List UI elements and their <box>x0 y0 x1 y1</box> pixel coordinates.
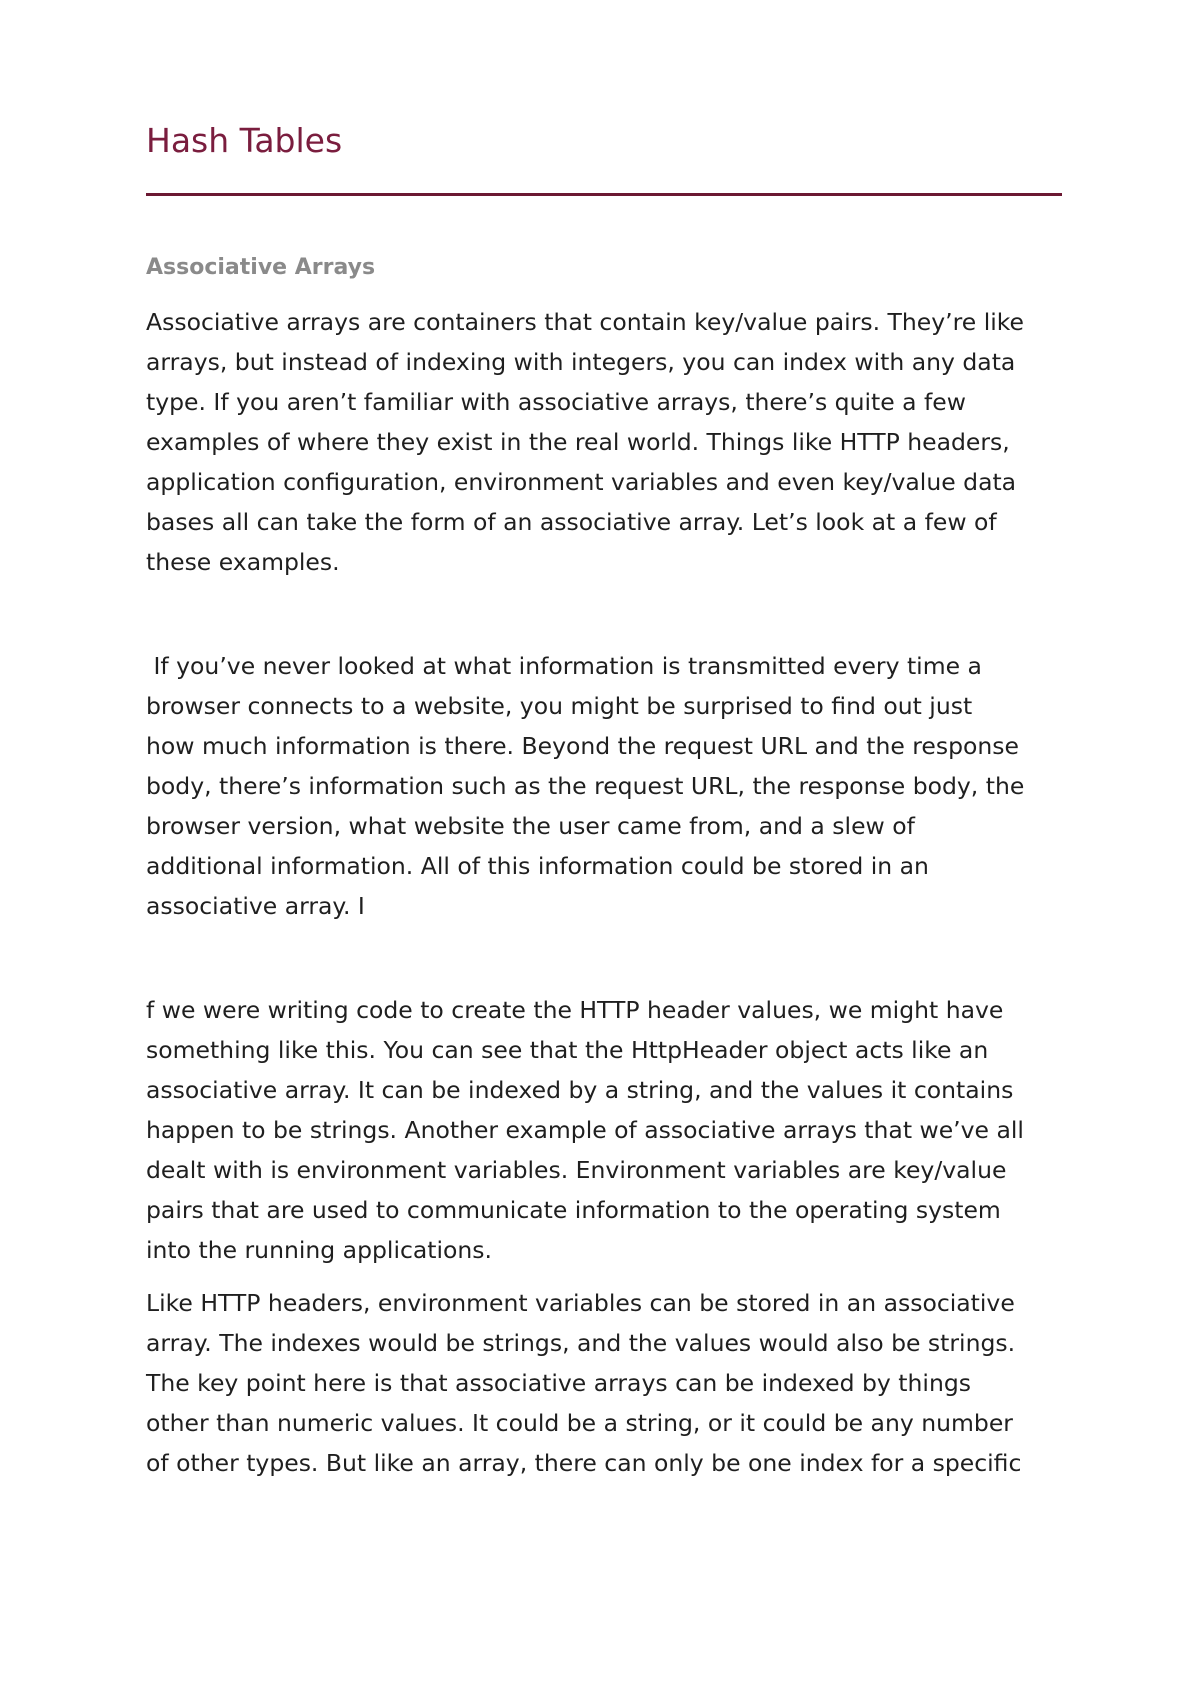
paragraph-associative-arrays-intro <box>146 302 1024 582</box>
paragraph-environment-variables <box>146 1283 1021 1483</box>
paragraph-line: browser connects to a website, you might be surprised to find out just <box>146 692 973 720</box>
paragraph-http-info <box>146 646 1024 926</box>
paragraph-line: f we were writing code to create the HTTP header values, we might have <box>146 996 1004 1024</box>
paragraph-line: these examples. <box>146 548 340 576</box>
paragraph-line: arrays, but instead of indexing with integers, you can index with any data <box>146 348 1016 376</box>
paragraph-line: associative array. It can be indexed by a string, and the values it contains <box>146 1076 1014 1104</box>
paragraph-line: how much information is there. Beyond the request URL and the response <box>146 732 1020 760</box>
paragraph-line: something like this. You can see that the HttpHeader object acts like an <box>146 1036 989 1064</box>
paragraph-line: additional information. All of this information could be stored in an <box>146 852 929 880</box>
paragraph-line: browser version, what website the user came from, and a slew of <box>146 812 915 840</box>
paragraph-http-header-code <box>146 990 1024 1270</box>
paragraph-line: The key point here is that associative arrays can be indexed by things <box>146 1369 972 1397</box>
paragraph-line: bases all can take the form of an associative array. Let’s look at a few of <box>146 508 997 536</box>
paragraph-line: examples of where they exist in the real world. Things like HTTP headers, <box>146 428 1010 456</box>
paragraph-line: If you’ve never looked at what information is transmitted every time a <box>146 652 982 680</box>
paragraph-line: Associative arrays are containers that contain key/value pairs. They’re like <box>146 308 1024 336</box>
paragraph-line: happen to be strings. Another example of associative arrays that we’ve all <box>146 1116 1024 1144</box>
section-heading: Associative Arrays <box>146 255 376 280</box>
paragraph-line: into the running applications. <box>146 1236 493 1264</box>
paragraph-line: other than numeric values. It could be a string, or it could be any number <box>146 1409 1013 1437</box>
paragraph-line: Like HTTP headers, environment variables can be stored in an associative <box>146 1289 1015 1317</box>
paragraph-line: of other types. But like an array, there can only be one index for a specific <box>146 1449 1022 1477</box>
paragraph-line: associative array. I <box>146 892 365 920</box>
document-title: Hash Tables <box>146 121 343 160</box>
paragraph-line: type. If you aren’t familiar with associative arrays, there’s quite a few <box>146 388 966 416</box>
paragraph-line: pairs that are used to communicate information to the operating system <box>146 1196 1001 1224</box>
paragraph-line: body, there’s information such as the request URL, the response body, the <box>146 772 1025 800</box>
title-divider <box>146 193 1062 196</box>
paragraph-line: dealt with is environment variables. Environment variables are key/value <box>146 1156 1007 1184</box>
paragraph-line: application configuration, environment variables and even key/value data <box>146 468 1017 496</box>
paragraph-line: array. The indexes would be strings, and the values would also be strings. <box>146 1329 1016 1357</box>
